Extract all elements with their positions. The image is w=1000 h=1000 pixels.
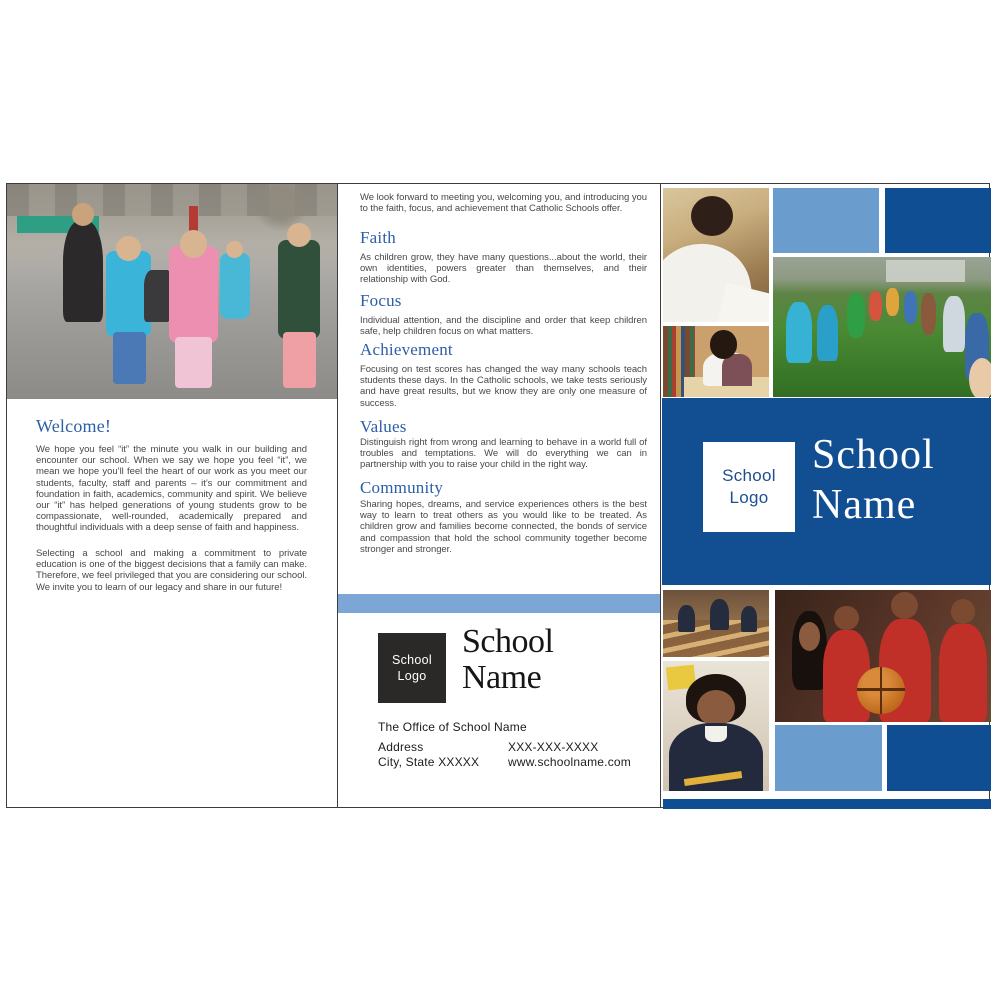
red-banner: [189, 206, 199, 232]
section-body-focus: Individual attention, and the discipline and order that keep children safe, help children focus on what matters.: [360, 315, 647, 338]
figure-adult: [63, 221, 103, 322]
photo-girl-at-desk: [663, 661, 769, 791]
student-figure: [710, 599, 729, 630]
phone-number: XXX-XXX-XXXX: [508, 740, 599, 754]
figure: [847, 293, 864, 338]
notebook-paper: [717, 283, 769, 322]
figure-child-green: [278, 240, 321, 339]
child-vest: [722, 354, 752, 385]
logo-text-line1: School: [722, 466, 776, 485]
address-line2: City, State XXXXX: [378, 755, 480, 769]
stroller: [144, 270, 170, 322]
figure-legs: [283, 332, 316, 388]
section-heading-faith: Faith: [360, 228, 396, 247]
address-block: [378, 740, 479, 770]
contact-block: [508, 740, 631, 770]
panel-cover: [661, 184, 991, 807]
cover-school-name: [812, 430, 935, 530]
boy-red-shirt: [939, 624, 987, 722]
background-building: [886, 260, 964, 282]
photo-children-playing: [773, 257, 991, 397]
photo-classroom: [663, 590, 769, 657]
section-heading-focus: Focus: [360, 291, 402, 310]
section-heading-achievement: Achievement: [360, 340, 453, 359]
light-blue-square-bottom: [775, 725, 882, 791]
trifold-brochure: [6, 183, 990, 808]
dark-blue-square-top: [885, 188, 991, 253]
school-logo-placeholder-black: [378, 633, 446, 703]
welcome-heading: Welcome!: [36, 416, 112, 436]
section-body-achievement: Focusing on test scores has changed the way many schools teach students these days. In the Catholic schools, we take tests seriously and have great results, but we know they are only one measure of success.: [360, 364, 647, 409]
student-figure: [678, 605, 695, 632]
figure: [786, 302, 812, 364]
figure: [886, 288, 899, 316]
logo-text-line2: Logo: [397, 669, 427, 683]
panel-sections: [338, 184, 660, 807]
basketball: [857, 667, 905, 715]
figure: [969, 358, 991, 397]
child-head: [710, 330, 738, 358]
welcome-paragraph-1: We hope you feel “it” the minute you walk in our building and encounter our school. When we say we hope you feel “it”, we mean we hope you’ll feel the heart of our work as you meet our students, faculty, staff and parents – it’s our commitment and foundation in faith, academics, community and spirit. We believe our “it” has helped generations of young students grow to be compassionate, well-rounded, academically prepared and thoughtful individuals with a deep sense of faith and happiness.: [36, 444, 307, 534]
office-line: The Office of School Name: [378, 720, 527, 734]
girl-face: [697, 690, 735, 726]
panel-fold-line: [660, 184, 661, 807]
figure: [869, 291, 882, 322]
section-body-values: Distinguish right from wrong and learning to behave in a world full of troubles and temptations. We will do everything we can in partnership with you to raise your child in the right way.: [360, 437, 647, 471]
section-heading-community: Community: [360, 478, 444, 497]
school-name-line2: Name: [462, 659, 542, 696]
photo-child-reading: [663, 326, 769, 397]
panel-welcome: [7, 184, 337, 807]
school-name-title: [462, 624, 553, 696]
logo-text-line1: School: [391, 653, 433, 667]
figure: [904, 291, 917, 325]
dark-blue-footer-strip: [663, 799, 991, 809]
website-url: www.schoolname.com: [508, 755, 631, 769]
section-heading-values: Values: [360, 417, 407, 436]
figure: [943, 296, 965, 352]
section-body-faith: As children grow, they have many questions...about the world, their own identities, powers greater than themselves, and their relationship with God.: [360, 252, 647, 286]
cover-name-band: [662, 398, 991, 585]
address-line1: Address: [378, 740, 424, 754]
panel-fold-line: [337, 184, 338, 807]
photo-boys-basketball: [775, 590, 991, 722]
school-logo-placeholder-white: [703, 442, 795, 532]
girl-face: [799, 622, 821, 651]
section-body-community: Sharing hopes, dreams, and service experiences others is the best way to learn to treat others as you would like to be treated. As children grow and families become connected, the bonds of service and compassion that hold the school community together become stronger and stronger.: [360, 499, 647, 555]
cover-name-line1: School: [812, 432, 935, 478]
school-name-line1: School: [462, 623, 554, 660]
welcome-paragraph-2: Selecting a school and making a commitment to private education is one of the biggest decisions that a family can make. Therefore, we feel privileged that you are considering our school. We invite you to learn of our legacy and share in our future!: [36, 548, 307, 593]
intro-paragraph: We look forward to meeting you, welcoming you, and introducing you to the faith, focus, and achievement that Catholic Schools offer.: [360, 192, 647, 215]
figure: [817, 305, 839, 361]
figure-child-blue-small: [220, 253, 250, 320]
figure-legs: [113, 332, 146, 384]
figure-legs: [175, 337, 211, 389]
photo-student-writing: [663, 188, 769, 322]
figure: [921, 293, 936, 335]
student-head: [691, 196, 733, 236]
dark-blue-square-bottom: [887, 725, 991, 791]
cover-name-line2: Name: [812, 482, 917, 528]
photo-street-parade: [7, 184, 337, 399]
logo-text-line2: Logo: [729, 488, 769, 507]
figure-child-pink: [169, 246, 219, 343]
student-figure: [741, 606, 757, 631]
white-collar: [705, 726, 726, 742]
light-blue-square-top: [773, 188, 879, 253]
light-blue-stripe: [338, 594, 660, 613]
